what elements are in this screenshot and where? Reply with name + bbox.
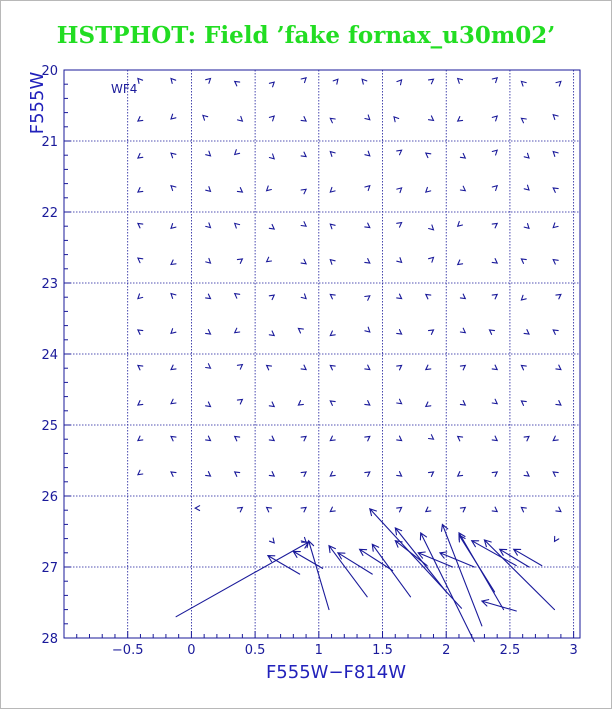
error-vector-short: [206, 294, 211, 299]
error-vector-short: [521, 365, 526, 370]
error-vector-short: [492, 116, 497, 121]
error-vector-short: [203, 115, 208, 120]
error-vector-short: [458, 436, 463, 441]
error-vector-short: [138, 79, 143, 84]
y-tick-label: 21: [41, 135, 58, 150]
error-vector-short: [267, 257, 272, 262]
error-vector-short: [269, 331, 274, 336]
error-vector-short: [138, 330, 143, 335]
error-vector-short: [397, 365, 402, 370]
error-vector-long: [268, 556, 300, 575]
error-vector-short: [269, 295, 274, 300]
error-vector-long: [293, 551, 322, 568]
y-tick-label: 24: [41, 348, 58, 363]
y-tick-labels: [41, 64, 58, 647]
error-vector-short: [301, 436, 306, 441]
error-vector-short: [460, 154, 465, 159]
error-vector-short: [553, 115, 558, 120]
error-vector-short: [553, 330, 558, 335]
error-vector-short: [521, 507, 526, 512]
error-vector-short: [301, 78, 306, 83]
error-vector-short: [138, 117, 143, 122]
error-vector-short: [330, 187, 335, 192]
error-vector-short: [429, 330, 434, 335]
error-vector-short: [330, 118, 335, 123]
y-tick-label: 23: [41, 277, 58, 292]
x-axis-label: F555W−F814W: [265, 662, 407, 683]
error-vector-short: [553, 260, 558, 265]
y-tick-label: 26: [41, 490, 58, 505]
error-vector-short: [524, 436, 529, 441]
error-vector-short: [269, 472, 274, 477]
error-vector-short: [460, 328, 465, 333]
error-vector-short: [206, 364, 211, 369]
error-vector-short: [458, 260, 463, 265]
error-vector-short: [138, 188, 143, 193]
error-vector-short: [138, 223, 143, 228]
error-vector-short: [330, 260, 335, 265]
error-vector-short: [521, 118, 526, 123]
error-vector-short: [556, 401, 561, 406]
error-vector-short: [490, 330, 495, 335]
error-vector-short: [426, 187, 431, 192]
error-vector-short: [171, 365, 176, 370]
error-vector-short: [553, 472, 558, 477]
error-vector-short: [195, 506, 199, 511]
error-vector-short: [206, 472, 211, 477]
error-vector-short: [460, 186, 465, 191]
error-vector-short: [556, 365, 561, 370]
error-vector-short: [330, 224, 335, 229]
error-vector-short: [330, 294, 335, 299]
error-vector-short: [301, 472, 306, 477]
error-vector-short: [269, 82, 274, 87]
error-vector-short: [492, 507, 497, 512]
error-vector-short: [492, 472, 497, 477]
x-tick-label: 3: [569, 643, 578, 658]
error-vector-short: [553, 152, 558, 157]
error-vector-short: [429, 435, 434, 440]
error-vector-short: [301, 152, 306, 157]
y-tick-label: 28: [41, 632, 58, 647]
error-vector-short: [556, 294, 561, 299]
error-vector-short: [521, 81, 526, 86]
error-vector-short: [301, 117, 306, 122]
error-vector-short: [492, 399, 497, 404]
error-vector-long: [372, 544, 410, 597]
error-vector-short: [267, 186, 272, 191]
error-vector-long: [307, 541, 329, 610]
error-vector-short: [138, 294, 143, 299]
error-vector-short: [138, 365, 143, 370]
error-vector-short: [426, 153, 431, 158]
error-vector-short: [330, 436, 335, 441]
error-vector-short: [397, 223, 402, 228]
error-vector-short: [492, 294, 497, 299]
error-vector-short: [556, 81, 561, 86]
error-vector-long: [484, 540, 554, 610]
error-vector-short: [492, 78, 497, 83]
chip-label: WF4: [111, 82, 138, 96]
error-vector-long: [360, 549, 393, 570]
error-vector-short: [397, 294, 402, 299]
error-vector-short: [426, 507, 431, 512]
error-vector-short: [330, 152, 335, 157]
error-vector-short: [206, 79, 211, 84]
x-tick-label: 1: [314, 643, 323, 658]
error-vector-short: [206, 151, 211, 156]
error-vector-short: [460, 507, 465, 512]
error-vector-short: [237, 188, 242, 193]
error-vector-short: [365, 327, 370, 332]
error-vector-short: [171, 79, 176, 84]
error-vector-short: [458, 117, 463, 122]
error-vector-short: [429, 257, 434, 262]
error-vector-short: [235, 328, 240, 333]
y-tick-label: 20: [41, 64, 58, 79]
error-vector-short: [397, 258, 402, 263]
x-tick-label: −0.5: [111, 643, 144, 658]
error-vector-short: [206, 258, 211, 263]
error-vector-long: [418, 552, 452, 567]
error-vector-short: [397, 507, 402, 512]
error-vector-short: [429, 79, 434, 84]
x-tick-label: 0: [187, 643, 196, 658]
error-vector-short: [171, 329, 176, 334]
error-vector-short: [171, 472, 176, 477]
error-vector-short: [553, 223, 558, 228]
error-vector-short: [492, 186, 497, 191]
error-vector-short: [171, 114, 176, 119]
error-vector-long: [338, 553, 372, 574]
error-vector-short: [267, 507, 272, 512]
error-vector-short: [237, 399, 242, 404]
error-vector-short: [365, 365, 370, 370]
error-vector-short: [235, 223, 240, 228]
error-vector-short: [235, 150, 240, 155]
error-vector-short: [365, 115, 370, 120]
chart-title: HSTPHOT: Field ’fake fornax_u30m02’: [56, 22, 556, 49]
error-vector-short: [330, 401, 335, 406]
error-vector-short: [269, 402, 274, 407]
error-vector-short: [397, 399, 402, 404]
error-vector-short: [460, 365, 465, 370]
error-vector-short: [429, 472, 434, 477]
error-vector-short: [365, 259, 370, 264]
error-vector-short: [492, 436, 497, 441]
error-vector-short: [556, 507, 561, 512]
error-vector-short: [237, 259, 242, 264]
error-vector-short: [270, 538, 275, 543]
error-vector-short: [426, 402, 431, 407]
error-vector-short: [397, 436, 402, 441]
error-vector-short: [492, 223, 497, 228]
error-vector-short: [521, 295, 526, 300]
error-vector-long: [440, 552, 474, 567]
error-vector-short: [171, 186, 176, 191]
y-tick-label: 22: [41, 206, 58, 221]
error-vector-short: [330, 365, 335, 370]
error-vector-short: [171, 294, 176, 299]
error-vector-short: [298, 328, 303, 333]
error-vector-short: [235, 436, 240, 441]
error-vector-short: [138, 401, 143, 406]
grid-lines: [64, 70, 580, 638]
error-vector-short: [237, 507, 242, 512]
error-vector-short: [301, 294, 306, 299]
error-vector-short: [521, 401, 526, 406]
error-vector-short: [235, 81, 240, 86]
x-tick-labels: [112, 643, 578, 658]
error-vector-short: [458, 222, 463, 227]
error-vector-short: [553, 436, 558, 441]
error-vector-short: [171, 260, 176, 265]
error-vectors: [138, 78, 561, 642]
error-vector-short: [397, 80, 402, 85]
error-vector-short: [235, 294, 240, 299]
error-vector-short: [365, 472, 370, 477]
error-vector-short: [426, 294, 431, 299]
error-vector-short: [397, 150, 402, 155]
error-vector-short: [397, 472, 402, 477]
error-vector-short: [426, 365, 431, 370]
error-vector-short: [206, 402, 211, 407]
error-vector-short: [524, 185, 529, 190]
error-vector-short: [330, 331, 335, 336]
error-vector-short: [365, 436, 370, 441]
error-vector-short: [237, 365, 242, 370]
error-vector-short: [397, 188, 402, 193]
error-vector-short: [298, 401, 303, 406]
error-vector-short: [171, 224, 176, 229]
error-vector-short: [238, 116, 243, 121]
error-vector-short: [330, 472, 335, 477]
error-vector-short: [524, 330, 529, 335]
error-vector-short: [138, 470, 143, 475]
error-vector-short: [235, 472, 240, 477]
x-tick-label: 2: [442, 643, 451, 658]
error-vector-short: [521, 259, 526, 264]
error-vector-long: [459, 533, 504, 610]
error-vector-short: [206, 187, 211, 192]
x-tick-label: 0.5: [244, 643, 266, 658]
error-vector-short: [555, 536, 559, 541]
error-vector-short: [394, 117, 399, 122]
error-vector-short: [301, 189, 306, 194]
error-vector-short: [269, 436, 274, 441]
error-vector-short: [362, 79, 367, 84]
error-vector-short: [301, 222, 306, 227]
error-vector-short: [171, 153, 176, 158]
y-tick-label: 25: [41, 419, 58, 434]
error-vector-long: [176, 542, 309, 617]
error-vector-short: [460, 294, 465, 299]
y-tick-label: 27: [41, 561, 58, 576]
error-vector-short: [492, 259, 497, 264]
error-vector-short: [458, 79, 463, 84]
error-vector-short: [397, 330, 402, 335]
error-vector-long: [420, 533, 474, 642]
error-vector-short: [138, 436, 143, 441]
error-vector-short: [269, 154, 274, 159]
error-vector-short: [330, 507, 335, 512]
error-vector-short: [553, 188, 558, 193]
error-vector-short: [460, 401, 465, 406]
error-vector-short: [365, 401, 370, 406]
error-vector-short: [333, 79, 338, 84]
error-vector-short: [429, 116, 434, 121]
error-vector-short: [267, 365, 272, 370]
error-vector-short: [138, 258, 143, 263]
y-axis-label: F555W: [27, 71, 48, 135]
error-vector-short: [206, 330, 211, 335]
error-vector-short: [206, 223, 211, 228]
error-vector-short: [492, 365, 497, 370]
error-vector-short: [524, 472, 529, 477]
error-vector-short: [301, 259, 306, 264]
error-vector-short: [365, 296, 370, 301]
error-vector-short: [492, 150, 497, 155]
error-vector-short: [365, 186, 370, 191]
error-vector-short: [524, 153, 529, 158]
error-vector-short: [171, 436, 176, 441]
error-vector-short: [171, 399, 176, 404]
error-vector-short: [458, 472, 463, 477]
error-vector-short: [269, 116, 274, 121]
x-tick-label: 2.5: [499, 643, 521, 658]
error-vector-short: [365, 223, 370, 228]
x-tick-label: 1.5: [372, 643, 393, 658]
error-vector-short: [138, 154, 143, 159]
error-vector-short: [301, 365, 306, 370]
error-vector-short: [429, 225, 434, 230]
error-vector-short: [301, 507, 306, 512]
error-vector-short: [269, 225, 274, 230]
error-vector-short: [365, 151, 370, 156]
error-vector-long: [514, 549, 542, 565]
error-vector-short: [301, 537, 306, 542]
error-vector-short: [524, 224, 529, 229]
error-vector-long: [370, 509, 462, 608]
error-vector-short: [206, 436, 211, 441]
